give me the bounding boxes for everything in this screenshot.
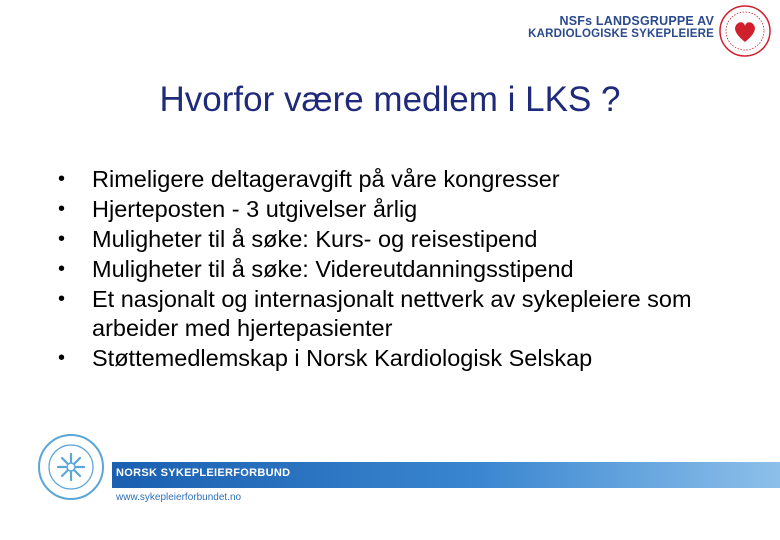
bullet-item xyxy=(58,344,758,373)
bullet-marker: • xyxy=(58,258,66,280)
bullet-text: Muligheter til å søke: Videreutdanningsstipend xyxy=(92,256,574,282)
bullet-text: Et nasjonalt og internasjonalt nettverk av sykepleiere som arbeider med hjertepasienter xyxy=(92,286,692,341)
bullet-item xyxy=(58,195,758,224)
bullet-text: Støttemedlemskap i Norsk Kardiologisk Selskap xyxy=(92,345,593,371)
bullet-marker: • xyxy=(58,347,66,369)
lks-logo-line2: KARDIOLOGISKE SYKEPLEIERE xyxy=(528,28,714,41)
heart-seal-icon xyxy=(718,4,772,58)
slide-title: Hvorfor være medlem i LKS ? xyxy=(159,80,621,119)
bullet-text: Hjerteposten - 3 utgivelser årlig xyxy=(92,196,418,222)
bullet-list xyxy=(58,165,758,374)
lks-logo-text xyxy=(528,14,714,42)
lks-logo-line1: NSFs LANDSGRUPPE AV xyxy=(559,14,714,28)
nsf-seal-icon xyxy=(36,432,106,502)
bullet-item xyxy=(58,285,758,343)
bullet-marker: • xyxy=(58,198,66,220)
footer-org-name: NORSK SYKEPLEIERFORBUND xyxy=(116,467,291,479)
bullet-text: Rimeligere deltageravgift på våre kongresser xyxy=(92,166,560,192)
bullet-text: Muligheter til å søke: Kurs- og reisestipend xyxy=(92,226,538,252)
bullet-item xyxy=(58,225,758,254)
bullet-marker: • xyxy=(58,168,66,190)
bullet-marker: • xyxy=(58,288,66,310)
bullet-marker: • xyxy=(58,228,66,250)
footer-url: www.sykepleierforbundet.no xyxy=(116,492,242,503)
bullet-item xyxy=(58,255,758,284)
bullet-item xyxy=(58,165,758,194)
